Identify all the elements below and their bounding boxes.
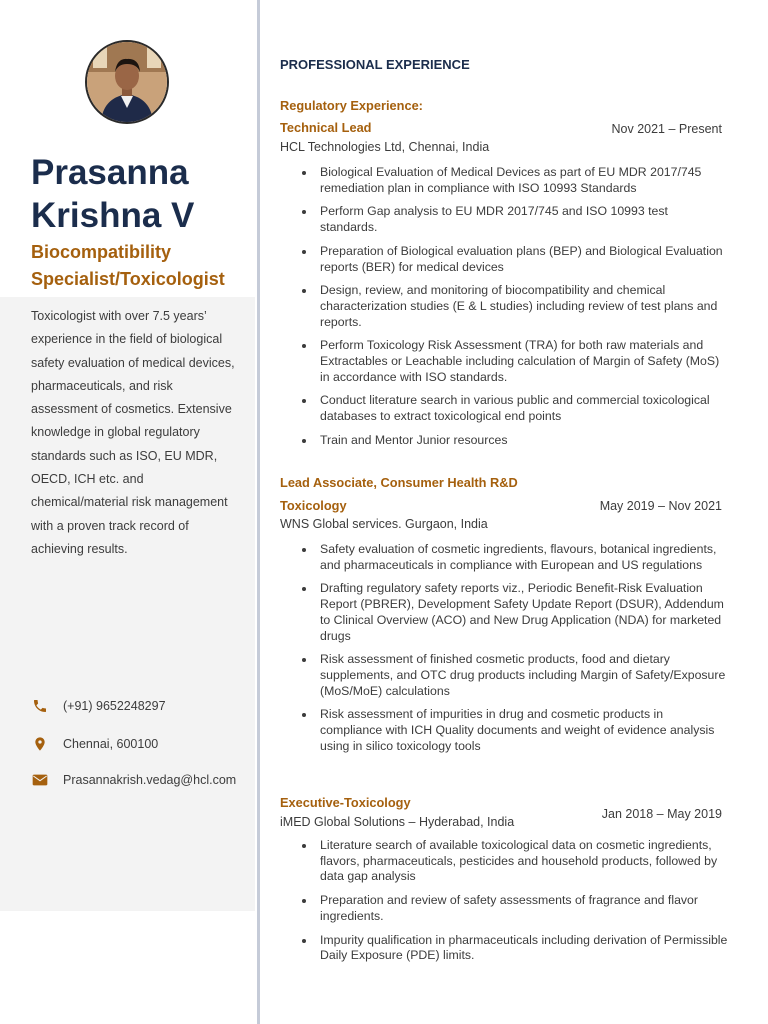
job1-company: HCL Technologies Ltd, Chennai, India	[280, 140, 490, 154]
list-item: Safety evaluation of cosmetic ingredients, flavours, botanical ingredients, and pharmaceuticals in compliance with European and US regulations	[280, 542, 728, 573]
list-item: Preparation of Biological evaluation plans (BEP) and Biological Evaluation reports (BER) for medical devices	[280, 244, 728, 275]
professional-experience-heading: PROFESSIONAL EXPERIENCE	[280, 57, 470, 72]
contact-phone	[31, 696, 166, 716]
job3-dates: Jan 2018 – May 2019	[601, 807, 722, 821]
list-item: Design, review, and monitoring of biocompatibility and chemical characterization studies (E & L studies) including review of test plans and reports.	[280, 283, 728, 330]
email-address[interactable]: Prasannakrish.vedag@hcl.com	[63, 773, 237, 787]
list-item: Biological Evaluation of Medical Devices as part of EU MDR 2017/745 remediation plan in compliance with ISO 10993 Standards	[280, 165, 728, 196]
job3-company: iMED Global Solutions – Hyderabad, India	[280, 815, 515, 829]
list-item: Perform Gap analysis to EU MDR 2017/745 and ISO 10993 test standards.	[280, 204, 728, 235]
job2-company: WNS Global services. Gurgaon, India	[280, 517, 488, 531]
phone-icon	[31, 697, 49, 715]
job3-role: Executive-Toxicology	[280, 795, 411, 810]
job1-dates: Nov 2021 – Present	[611, 122, 722, 136]
job-title-line1: Biocompatibility	[31, 242, 172, 262]
job2-bullets	[280, 542, 728, 762]
list-item: Conduct literature search in various public and commercial toxicological databases to extract toxicological end points	[280, 393, 728, 424]
list-item: Train and Mentor Junior resources	[280, 433, 728, 449]
list-item: Preparation and review of safety assessments of fragrance and flavor ingredients.	[280, 893, 728, 924]
job2-role-line2: Toxicology	[280, 498, 347, 513]
job2-dates: May 2019 – Nov 2021	[599, 499, 722, 513]
map-pin-icon	[31, 735, 49, 753]
profile-summary: Toxicologist with over 7.5 years’ experience in the field of biological safety evaluation of medical devices, pharmaceuticals, and risk assessment of cosmetics. Extensive knowledge in global regulatory standards such as ISO, EU MDR, OECD, ICH etc. and chemical/material risk management with a proven track record of achieving results.	[31, 309, 235, 556]
job1-category: Regulatory Experience:	[280, 98, 423, 113]
contact-location	[31, 734, 159, 754]
location-text: Chennai, 600100	[63, 737, 159, 751]
list-item: Perform Toxicology Risk Assessment (TRA) for both raw materials and Extractables or Leachable including calculation of Margin of Safety (MoS) in accordance with ISO standards.	[280, 338, 728, 385]
job1-role: Technical Lead	[280, 120, 372, 135]
contact-email	[31, 770, 237, 790]
job-title-line2: Specialist/Toxicologist	[31, 269, 225, 289]
list-item: Impurity qualification in pharmaceuticals including derivation of Permissible Daily Exposure (PDE) limits.	[280, 933, 728, 964]
list-item: Risk assessment of impurities in drug and cosmetic products in compliance with ICH Quality documents and weight of evidence analysis using in silico toxicology tools	[280, 707, 728, 754]
job-title	[31, 239, 253, 293]
column-divider	[257, 0, 260, 1024]
list-item: Literature search of available toxicological data on cosmetic ingredients, flavors, pharmaceuticals, pesticides and household products, followed by data gap analysis	[280, 838, 728, 885]
list-item: Risk assessment of finished cosmetic products, food and dietary supplements, and OTC drug products including Margin of Safety/Exposure (MoS/MoE) calculations	[280, 652, 728, 699]
list-item: Drafting regulatory safety reports viz., Periodic Benefit-Risk Evaluation Report (PBRER), Development Safety Update Report (DSUR), Addendum to Clinical Overview (ACO) and New Drug Application (NDA) for marketed drugs	[280, 581, 728, 644]
avatar	[85, 40, 169, 124]
candidate-name	[31, 151, 251, 237]
job1-bullets	[280, 165, 728, 457]
candidate-name-last: Krishna V	[31, 196, 195, 235]
envelope-icon	[31, 771, 49, 789]
job3-bullets	[280, 838, 728, 972]
job2-role-line1: Lead Associate, Consumer Health R&D	[280, 475, 518, 490]
phone-number: (+91) 9652248297	[63, 699, 166, 713]
candidate-name-first: Prasanna	[31, 153, 189, 192]
